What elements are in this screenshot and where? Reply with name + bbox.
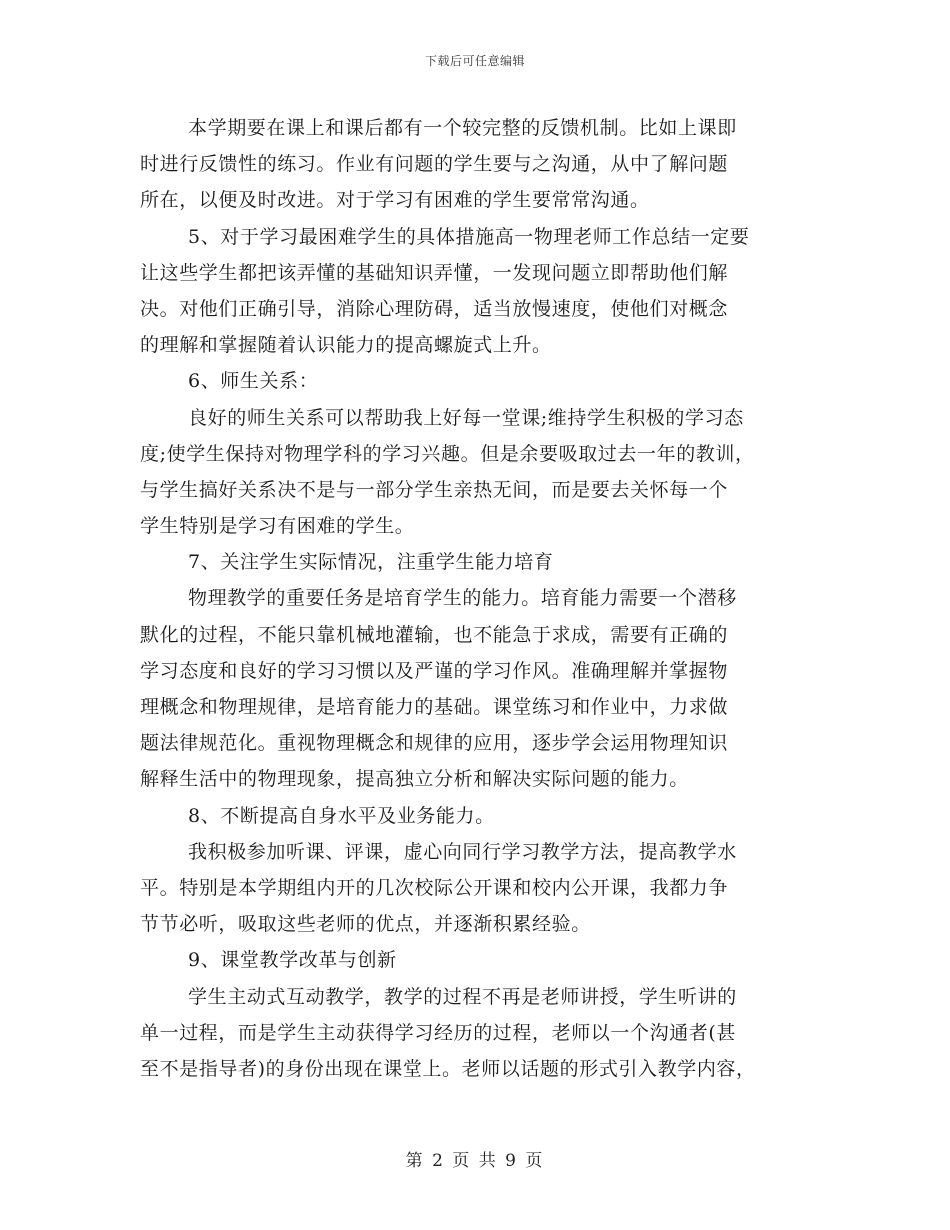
page-number-footer: 第 2 页 共 9 页 bbox=[405, 1151, 545, 1171]
paragraph-line: 节节必听，吸取这些老师的优点，并逐渐积累经验。 bbox=[140, 913, 591, 936]
document-body bbox=[140, 110, 820, 1087]
paragraph-line: 度;使学生保持对物理学科的学习兴趣。但是余要吸取过去一年的教训， bbox=[140, 442, 755, 465]
paragraph-line: 时进行反馈性的练习。作业有问题的学生要与之沟通，从中了解问题 bbox=[140, 153, 729, 176]
section-heading: 8、不断提高自身水平及业务能力。 bbox=[188, 804, 495, 827]
paragraph-line: 让这些学生都把该弄懂的基础知识弄懂，一发现问题立即帮助他们解 bbox=[140, 261, 729, 284]
paragraph-line: 5、对于学习最困难学生的具体措施高一物理老师工作总结一定要 bbox=[188, 225, 750, 248]
paragraph-line: 默化的过程，不能只靠机械地灌输，也不能急于求成，需要有正确的 bbox=[140, 623, 729, 646]
paragraph-line: 学生特别是学习有困难的学生。 bbox=[140, 515, 415, 538]
paragraph-line: 决。对他们正确引导，消除心理防碍，适当放慢速度，使他们对概念 bbox=[140, 297, 729, 320]
paragraph-line: 学习态度和良好的学习习惯以及严谨的学习作风。准确理解并掌握物 bbox=[140, 659, 729, 682]
paragraph-line: 单一过程，而是学生主动获得学习经历的过程，老师以一个沟通者(甚 bbox=[140, 1021, 737, 1044]
paragraph-line: 解释生活中的物理现象，提高独立分析和解决实际问题的能力。 bbox=[140, 768, 689, 791]
paragraph-line: 题法律规范化。重视物理概念和规律的应用，逐步学会运用物理知识 bbox=[140, 732, 729, 755]
section-heading: 7、关注学生实际情况，注重学生能力培育 bbox=[188, 551, 554, 574]
paragraph-line: 与学生搞好关系决不是与一部分学生亲热无间，而是要去关怀每一个 bbox=[140, 478, 729, 501]
paragraph-line: 的理解和掌握随着认识能力的提高螺旋式上升。 bbox=[140, 334, 552, 357]
paragraph-line: 所在，以便及时改进。对于学习有困难的学生要常常沟通。 bbox=[140, 189, 650, 212]
paragraph-line: 学生主动式互动教学，教学的过程不再是老师讲授，学生听讲的 bbox=[188, 985, 737, 1008]
page-header: 下载后可任意编辑 bbox=[424, 54, 525, 68]
section-heading: 6、师生关系： bbox=[188, 370, 319, 393]
paragraph-line: 本学期要在课上和课后都有一个较完整的反馈机制。比如上课即 bbox=[188, 117, 737, 139]
paragraph-line: 理概念和物理规律，是培育能力的基础。课堂练习和作业中，力求做 bbox=[140, 696, 729, 718]
paragraph-line: 良好的师生关系可以帮助我上好每一堂课;维持学生积极的学习态 bbox=[188, 406, 744, 429]
paragraph-line: 平。特别是本学期组内开的几次校际公开课和校内公开课，我都力争 bbox=[140, 876, 729, 899]
paragraph-line: 我积极参加听课、评课，虚心向同行学习教学方法，提高教学水 bbox=[188, 840, 737, 863]
section-heading: 9、课堂教学改革与创新 bbox=[188, 949, 397, 972]
paragraph-line: 至不是指导者)的身份出现在课堂上。老师以话题的形式引入教学内容， bbox=[140, 1057, 756, 1080]
paragraph-line: 物理教学的重要任务是培育学生的能力。培育能力需要一个潜移 bbox=[188, 587, 737, 610]
